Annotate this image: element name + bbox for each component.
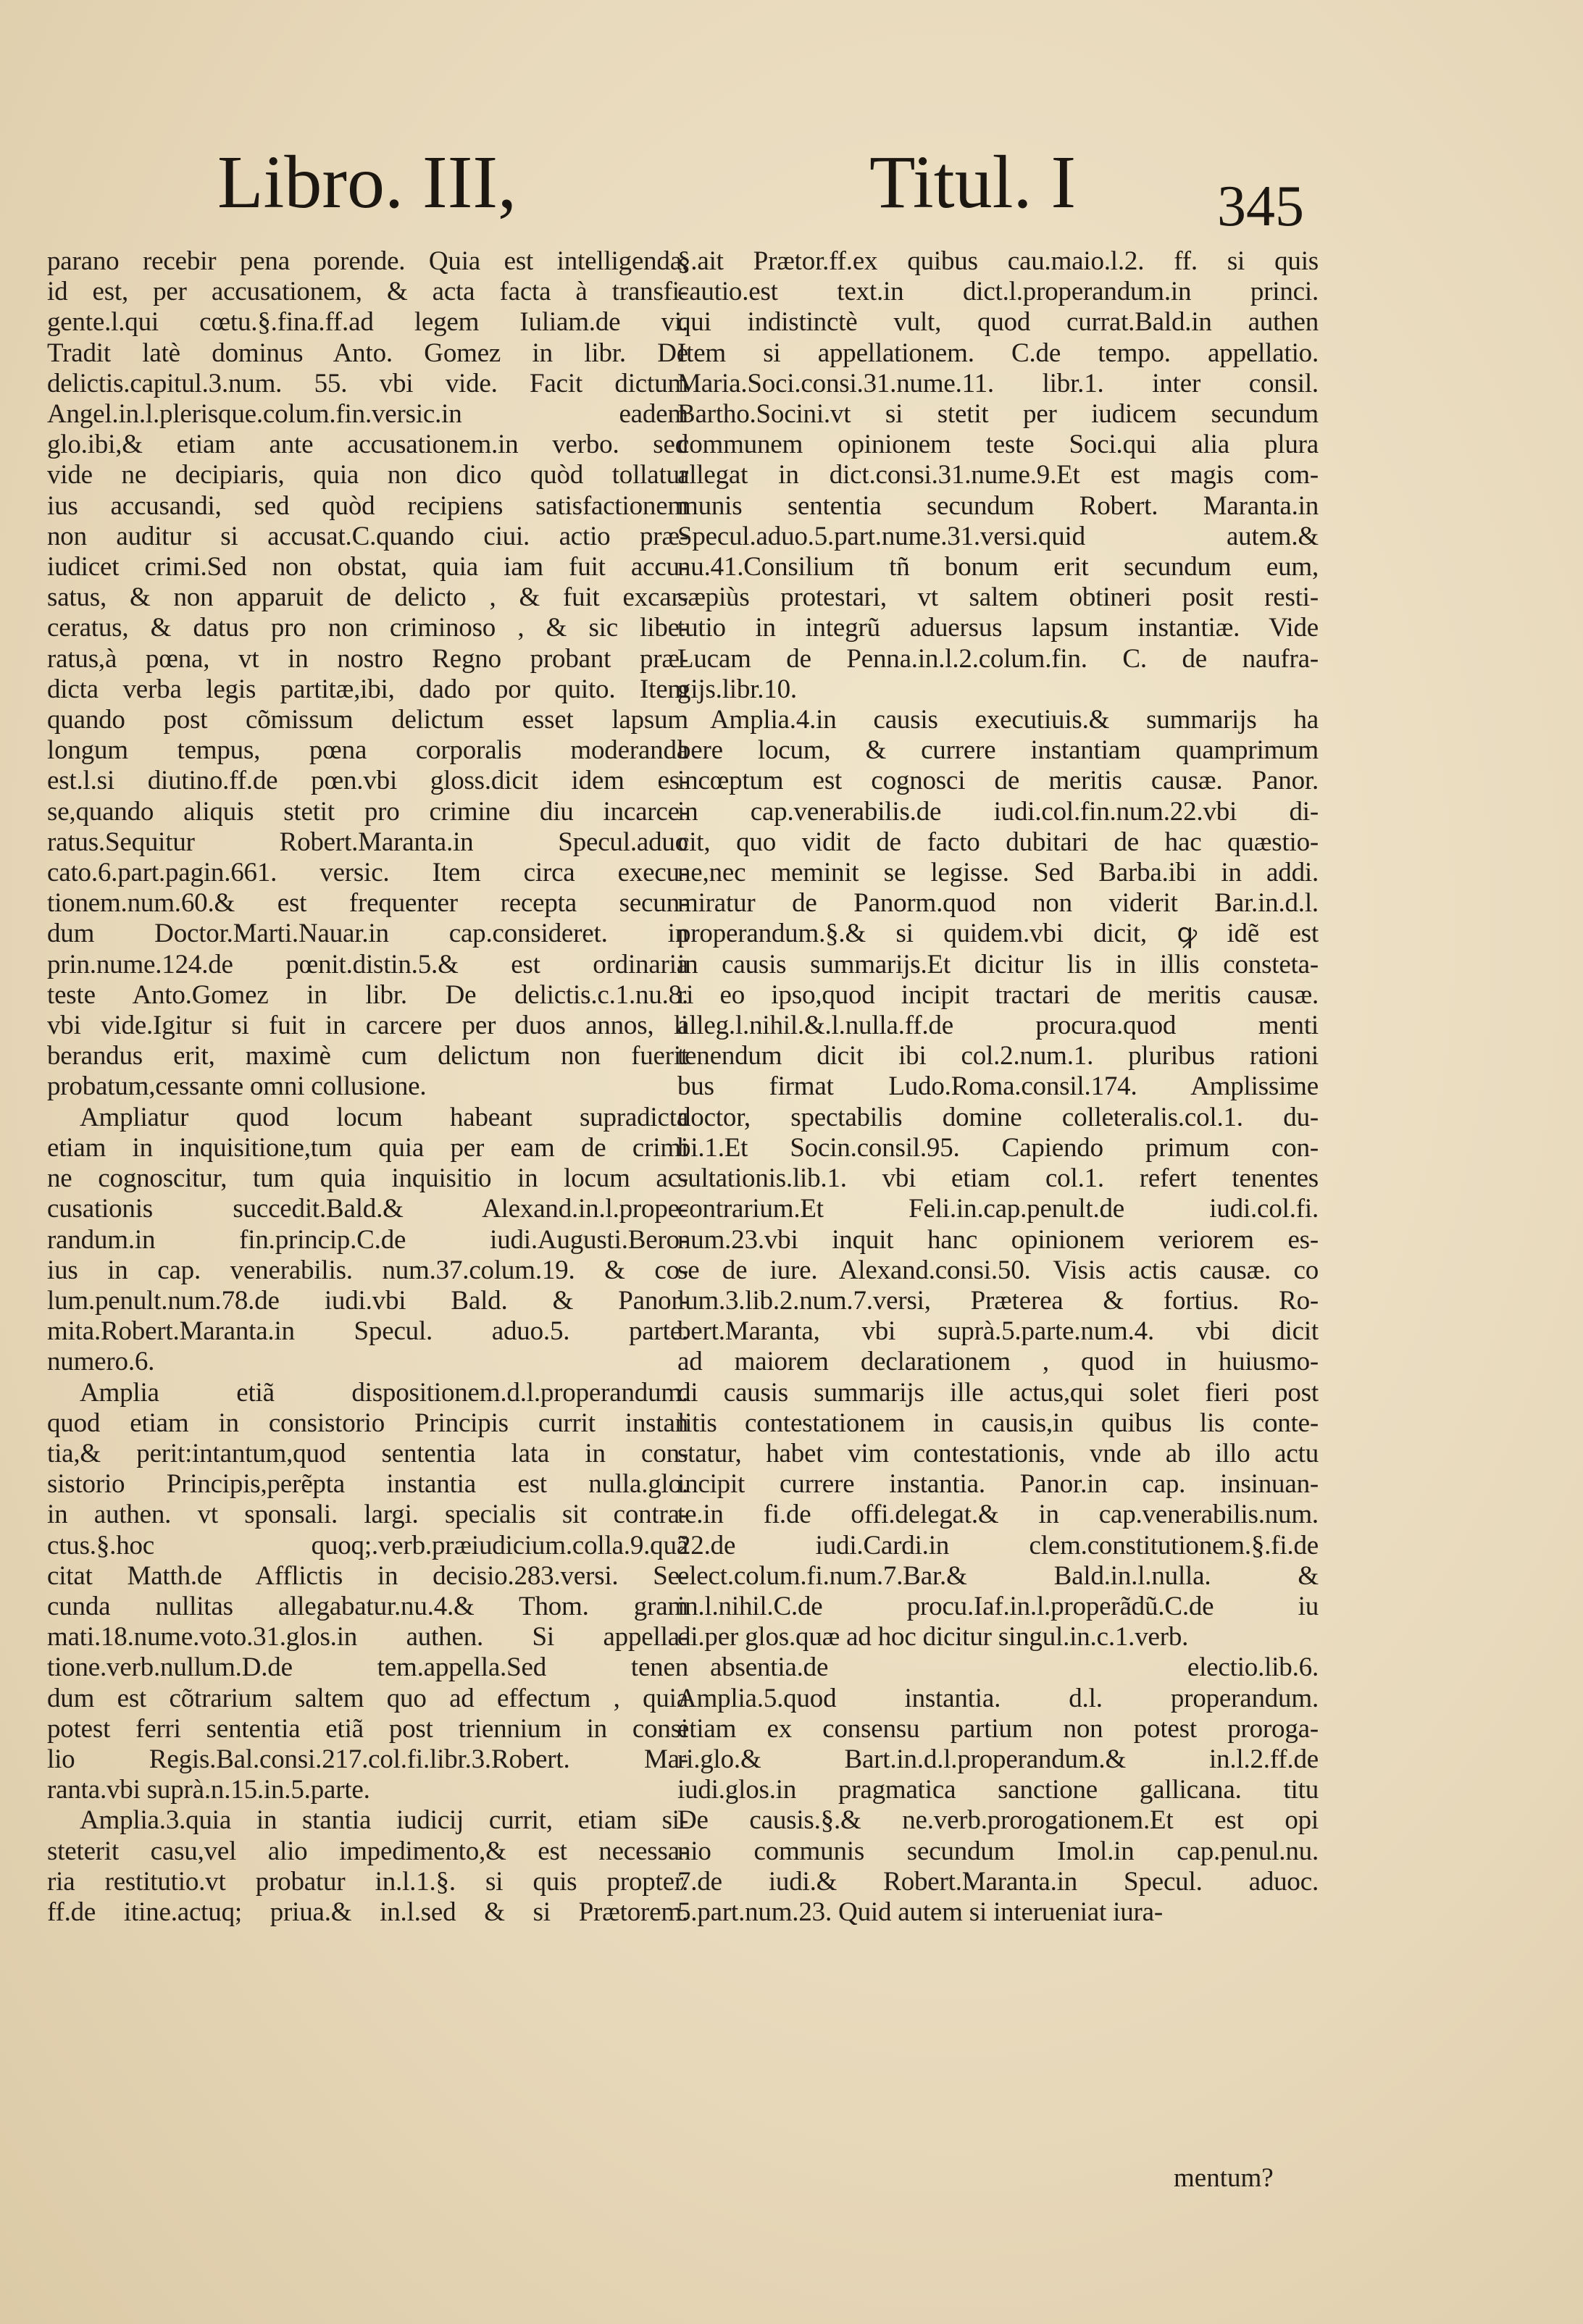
- text-line: potest ferri sententia etiã post triennium in consi: [47, 1713, 688, 1744]
- text-line: allegat in dict.consi.31.nume.9.Et est magis com-: [677, 460, 1319, 490]
- text-line: num.23.vbi inquit hanc opinionem veriorem es-: [677, 1224, 1319, 1255]
- text-line: di causis summarijs ille actus,qui solet fieri post: [677, 1377, 1319, 1408]
- text-line: dum est cõtrarium saltem quo ad effectum , quia: [47, 1683, 688, 1713]
- text-line: contrarium.Et Feli.in.cap.penult.de iudi.col.fi.: [677, 1194, 1319, 1224]
- text-line: Ampliatur quod locum habeant supradicta: [80, 1102, 688, 1132]
- text-line: incipit currere instantia. Panor.in cap. insinuan-: [677, 1469, 1319, 1500]
- text-line: 22.de iudi.Cardi.in clem.constitutionem.§.fi.de: [677, 1530, 1319, 1560]
- text-line: gijs.libr.10.: [677, 674, 797, 704]
- text-line: est.l.si diutino.ff.de pœn.vbi gloss.dicit idem es-: [47, 766, 688, 796]
- text-line: Amplia.4.in causis executiuis.& summarijs ha: [710, 705, 1319, 735]
- text-line: sistorio Principis,perẽpta instantia est nulla.glo.: [47, 1469, 688, 1500]
- text-line: Amplia.3.quia in stantia iudicij currit, etiam si-: [80, 1805, 688, 1836]
- text-line: citat Matth.de Afflictis in decisio.283.versi. Se-: [47, 1560, 688, 1591]
- text-line: vbi vide.Igitur si fuit in carcere per duos annos, li: [47, 1011, 688, 1041]
- text-line: tenendum dicit ibi col.2.num.1. pluribus rationi: [677, 1041, 1319, 1071]
- text-line: ctus.§.hoc quoq;.verb.præiudicium.colla.9.quã: [47, 1530, 688, 1560]
- text-line: cunda nullitas allegabatur.nu.4.& Thom. gram: [47, 1591, 688, 1621]
- text-line: cautio.est text.in dict.l.properandum.in princi.: [677, 277, 1319, 307]
- text-line: nu.41.Consilium tñ bonum erit secundum eum,: [677, 552, 1319, 582]
- text-line: bere locum, & currere instantiam quamprimum: [677, 735, 1319, 766]
- text-line: dicta verba legis partitæ,ibi, dado por quito. Item: [47, 674, 688, 704]
- text-line: bi.1.Et Socin.consil.95. Capiendo primum con-: [677, 1132, 1319, 1163]
- left-column: [47, 246, 688, 1928]
- text-line: delictis.capitul.3.num. 55. vbi vide. Facit dictum: [47, 368, 688, 398]
- text-line: berandus erit, maximè cum delictum non fuerit: [47, 1041, 688, 1071]
- text-line: lum.3.lib.2.num.7.versi, Præterea & fortius. Ro-: [677, 1285, 1319, 1316]
- text-line: ratus.Sequitur Robert.Maranta.in Specul.aduo: [47, 827, 688, 857]
- text-line: cit, quo vidit de facto dubitari de hac quæstio-: [677, 827, 1319, 857]
- text-line: vide ne decipiaris, quia non dico quòd tollatur: [47, 460, 688, 490]
- text-line: di.per glos.quæ ad hoc dicitur singul.in.c.1.verb.: [677, 1622, 1189, 1652]
- text-line: statur, habet vim contestationis, vnde ab illo actu: [677, 1438, 1319, 1468]
- text-line: §.ait Prætor.ff.ex quibus cau.maio.l.2. ff. si quis: [677, 246, 1319, 276]
- text-line: steterit casu,vel alio impedimento,& est necessa-: [47, 1836, 688, 1866]
- text-line: se de iure. Alexand.consi.50. Visis actis causæ. co: [677, 1255, 1319, 1285]
- text-line: gente.l.qui cœtu.§.fina.ff.ad legem Iuliam.de vi.: [47, 307, 688, 338]
- text-line: in causis summarijs.Et dicitur lis in illis consteta-: [677, 949, 1319, 979]
- text-line: id est, per accusationem, & acta facta à transfi-: [47, 277, 688, 307]
- text-line: ranta.vbi suprà.n.15.in.5.parte.: [47, 1775, 370, 1805]
- text-line: alleg.l.nihil.&.l.nulla.ff.de procura.quod menti: [677, 1011, 1319, 1041]
- text-line: qui indistinctè vult, quod currat.Bald.in authen: [677, 307, 1319, 338]
- text-line: etiam ex consensu partium non potest proroga-: [677, 1713, 1319, 1744]
- text-line: randum.in fin.princip.C.de iudi.Augusti.Bero-: [47, 1224, 688, 1255]
- text-line: tionem.num.60.& est frequenter recepta secun-: [47, 888, 688, 919]
- text-line: 7.de iudi.& Robert.Maranta.in Specul. aduoc.: [677, 1866, 1319, 1897]
- text-line: Specul.aduo.5.part.nume.31.versi.quid autem.&: [677, 521, 1319, 551]
- text-line: ne,nec meminit se legisse. Sed Barba.ibi in addi.: [677, 858, 1319, 888]
- text-line: ius accusandi, sed quòd recipiens satisfactionem: [47, 490, 688, 521]
- text-line: ne cognoscitur, tum quia inquisitio in locum ac-: [47, 1163, 688, 1194]
- text-line: probatum,cessante omni collusione.: [47, 1071, 427, 1102]
- text-line: De causis.§.& ne.verb.prorogationem.Et est opi: [677, 1805, 1319, 1836]
- text-line: 5.part.num.23. Quid autem si interueniat iura-: [677, 1897, 1163, 1927]
- text-line: in authen. vt sponsali. largi. specialis sit contra-: [47, 1500, 688, 1530]
- text-line: cato.6.part.pagin.661. versic. Item circa execu-: [47, 858, 688, 888]
- text-line: elect.colum.fi.num.7.Bar.& Bald.in.l.nulla. &: [677, 1560, 1319, 1591]
- text-line: cusationis succedit.Bald.& Alexand.in.l.prope-: [47, 1194, 688, 1224]
- text-line: Maria.Soci.consi.31.nume.11. libr.1. inter consil.: [677, 368, 1319, 398]
- text-line: quod etiam in consistorio Principis currit instan: [47, 1408, 688, 1438]
- text-line: numero.6.: [47, 1347, 155, 1377]
- text-line: glo.ibi,& etiam ante accusationem.in verbo. sed: [47, 430, 688, 460]
- text-line: Amplia etiã dispositionem.d.l.properandum.: [80, 1377, 688, 1408]
- text-line: lum.penult.num.78.de iudi.vbi Bald. & Panor-: [47, 1285, 688, 1316]
- text-line: quando post cõmissum delictum esset lapsum: [47, 705, 688, 735]
- text-line: bus firmat Ludo.Roma.consil.174. Amplissime: [677, 1071, 1319, 1102]
- text-line: in cap.venerabilis.de iudi.col.fin.num.22.vbi di-: [677, 796, 1319, 827]
- text-line: ria restitutio.vt probatur in.l.1.§. si quis propter.: [47, 1866, 688, 1897]
- text-line: ratus,à pœna, vt in nostro Regno probant præ-: [47, 643, 688, 674]
- text-line: Lucam de Penna.in.l.2.colum.fin. C. de naufra-: [677, 643, 1319, 674]
- text-line: non auditur si accusat.C.quando ciui. actio præ-: [47, 521, 688, 551]
- text-line: se,quando aliquis stetit pro crimine diu incarce-: [47, 796, 688, 827]
- text-line: miratur de Panorm.quod non viderit Bar.in.d.l.: [677, 888, 1319, 919]
- text-line: longum tempus, pœna corporalis moderanda: [47, 735, 688, 766]
- text-line: mati.18.nume.voto.31.glos.in authen. Si appella-: [47, 1622, 688, 1652]
- text-line: doctor, spectabilis domine colleteralis.col.1. du-: [677, 1102, 1319, 1132]
- text-line: ad maiorem declarationem , quod in huiusmo-: [677, 1347, 1319, 1377]
- text-line: parano recebir pena porende. Quia est intelligenda,: [47, 246, 688, 276]
- text-line: sultationis.lib.1. vbi etiam col.1. refert tenentes: [677, 1163, 1319, 1194]
- text-line: dum Doctor.Marti.Nauar.in cap.consideret. in: [47, 919, 688, 949]
- text-line: iudicet crimi.Sed non obstat, quia iam fuit accu-: [47, 552, 688, 582]
- right-column: [677, 246, 1319, 1928]
- text-line: teste Anto.Gomez in libr. De delictis.c.1.nu.8.: [47, 979, 688, 1010]
- catchword: mentum?: [1174, 2163, 1274, 2193]
- text-line: etiam in inquisitione,tum quia per eam de crimi: [47, 1132, 688, 1163]
- text-line: ri eo ipso,quod incipit tractari de meritis causæ.: [677, 979, 1319, 1010]
- text-line: Angel.in.l.plerisque.colum.fin.versic.in eadem: [47, 399, 688, 430]
- text-line: properandum.§.& si quidem.vbi dicit, ꝙ idẽ est: [677, 919, 1319, 949]
- text-line: mita.Robert.Maranta.in Specul. aduo.5. parte.: [47, 1316, 688, 1347]
- text-line: litis contestationem in causis,in quibus lis conte-: [677, 1408, 1319, 1438]
- text-line: iudi.glos.in pragmatica sanctione gallicana. titu: [677, 1775, 1319, 1805]
- text-line: tutio in integrũ aduersus lapsum instantiæ. Vide: [677, 613, 1319, 643]
- text-line: lio Regis.Bal.consi.217.col.fi.libr.3.Robert. Ma-: [47, 1744, 688, 1774]
- text-line: ri.glo.& Bart.in.d.l.properandum.& in.l.2.ff.de: [677, 1744, 1319, 1774]
- text-line: incœptum est cognosci de meritis causæ. Panor.: [677, 766, 1319, 796]
- text-line: absentia.de electio.lib.6.: [710, 1652, 1319, 1683]
- text-line: munis sententia secundum Robert. Maranta.in: [677, 490, 1319, 521]
- text-line: nio communis secundum Imol.in cap.penul.nu.: [677, 1836, 1319, 1866]
- page-number: 345: [1217, 175, 1304, 238]
- text-line: in.l.nihil.C.de procu.Iaf.in.l.properãdũ.C.de iu: [677, 1591, 1319, 1621]
- text-line: tione.verb.nullum.D.de tem.appella.Sed tenen: [47, 1652, 688, 1683]
- running-head-left: Libro. III,: [217, 141, 517, 224]
- text-line: communem opinionem teste Soci.qui alia plura: [677, 430, 1319, 460]
- running-head-title: Titul. I: [869, 141, 1077, 224]
- text-line: Bartho.Socini.vt si stetit per iudicem secundum: [677, 399, 1319, 430]
- text-line: ius in cap. venerabilis. num.37.colum.19. & co-: [47, 1255, 688, 1285]
- text-line: Tradit latè dominus Anto. Gomez in libr. De: [47, 338, 688, 368]
- text-line: ff.de itine.actuq; priua.& in.l.sed & si Prætorem.: [47, 1897, 688, 1927]
- text-line: Amplia.5.quod instantia. d.l. properandum.: [677, 1683, 1319, 1713]
- text-line: bert.Maranta, vbi suprà.5.parte.num.4. vbi dicit: [677, 1316, 1319, 1347]
- text-line: te.in fi.de offi.delegat.& in cap.venerabilis.num.: [677, 1500, 1319, 1530]
- text-line: ceratus, & datus pro non criminoso , & sic libe-: [47, 613, 688, 643]
- text-line: tia,& perit:intantum,quod sententia lata in con-: [47, 1438, 688, 1468]
- text-line: sæpiùs protestari, vt saltem obtineri posit resti-: [677, 582, 1319, 613]
- text-line: Item si appellationem. C.de tempo. appellatio.: [677, 338, 1319, 368]
- text-line: satus, & non apparuit de delicto , & fuit excar-: [47, 582, 688, 613]
- text-line: prin.nume.124.de pœnit.distin.5.& est ordinaria: [47, 949, 688, 979]
